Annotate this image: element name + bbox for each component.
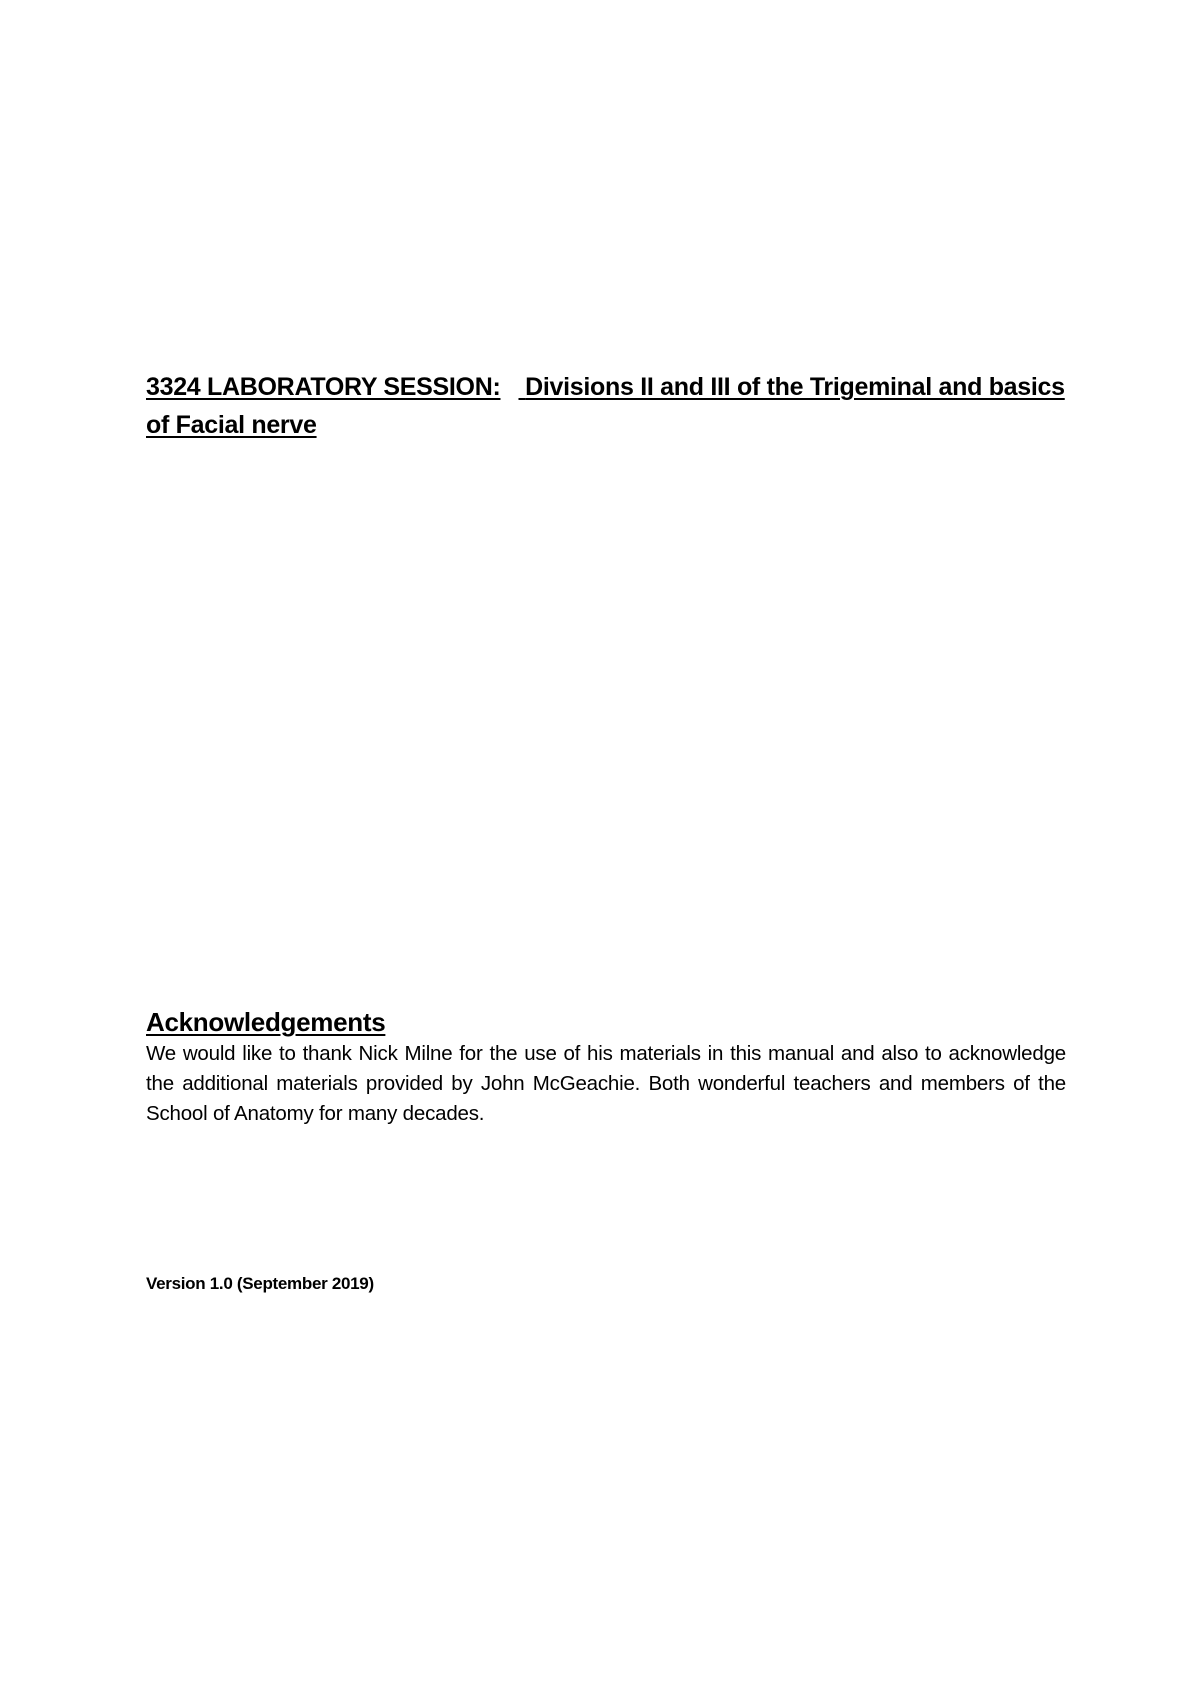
acknowledgements-paragraph: We would like to thank Nick Milne for the use of his materials in this manual and also to acknowledge the additional materials provided by John McGeachie. Both wonderful teachers and members of the School of Anatomy for many decades.: [146, 1042, 1066, 1125]
title-session-code: 3324 LABORATORY SESSION:: [146, 373, 501, 401]
page-title: [146, 368, 1066, 444]
version-label: Version 1.0 (September 2019): [146, 1274, 374, 1293]
title-topic: Divisions II and III of the Trigeminal and basics of Facial nerve: [146, 373, 1065, 439]
acknowledgements-heading: Acknowledgements: [146, 1007, 386, 1037]
